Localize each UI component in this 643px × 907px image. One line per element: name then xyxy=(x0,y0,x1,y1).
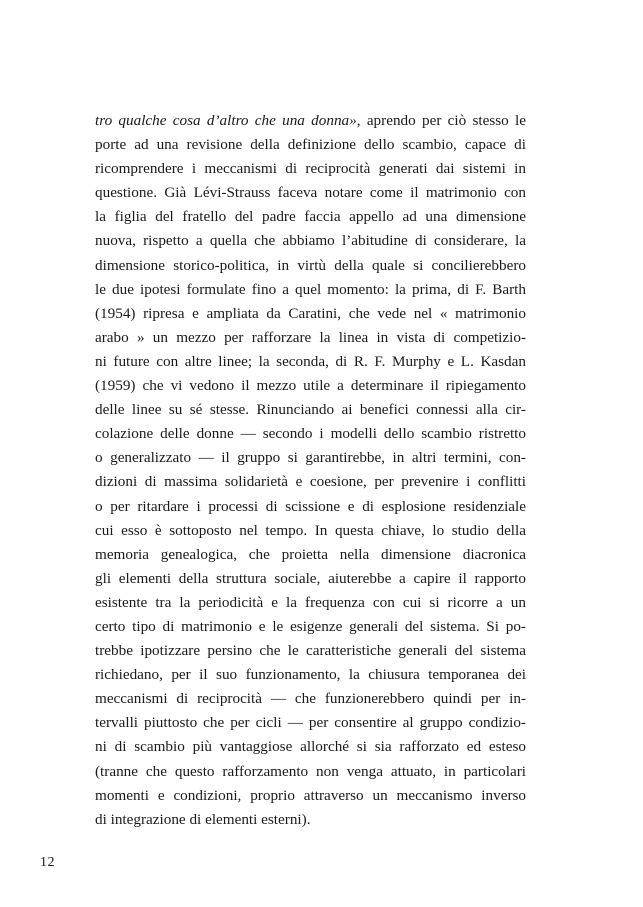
text-line: esistente tra la periodicità e la frequenza con cui si ricorre a un xyxy=(95,593,526,611)
italic-quote: tro qualche cosa d’altro che una donna» xyxy=(95,112,357,129)
text-line: o generalizzato — il gruppo si garantirebbe, in altri termini, con- xyxy=(95,449,526,467)
text-line: certo tipo di matrimonio e le esigenze generali del sistema. Si po- xyxy=(95,617,526,635)
text-line xyxy=(95,109,526,133)
text-line: ni di scambio più vantaggiose allorché si sia rafforzato ed esteso xyxy=(95,738,526,756)
text-line: ricomprendere i meccanismi di reciprocità generati dai sistemi in xyxy=(95,160,526,178)
text-line: cui esso è sottoposto nel tempo. In questa chiave, lo studio della xyxy=(95,521,526,539)
text-line: dizioni di massima solidarietà e coesione, per prevenire i conflitti xyxy=(95,473,526,491)
text-line: colazione delle donne — secondo i modelli dello scambio ristretto xyxy=(95,425,526,443)
text-line: tervalli piuttosto che per cicli — per consentire al gruppo condizio- xyxy=(95,714,526,732)
text-line: (1954) ripresa e ampliata da Caratini, che vede nel « matrimonio xyxy=(95,304,526,322)
text-line: dimensione storico-politica, in virtù della quale si concilierebbero xyxy=(95,256,526,274)
text-line: le due ipotesi formulate fino a quel momento: la prima, di F. Barth xyxy=(95,280,526,298)
text-line: memoria genealogica, che proietta nella dimensione diacronica xyxy=(95,545,526,563)
text-line: momenti e condizioni, proprio attraverso un meccanismo inverso xyxy=(95,786,526,804)
text-line-last: di integrazione di elementi esterni). xyxy=(95,810,311,828)
text-line: o per ritardare i processi di scissione e di esplosione residenziale xyxy=(95,497,526,515)
text-segment: , aprendo per ciò stesso le xyxy=(356,112,527,129)
page-number: 12 xyxy=(40,855,55,870)
text-line: nuova, rispetto a quella che abbiamo l’abitudine di considerare, la xyxy=(95,232,526,250)
text-line: trebbe ipotizzare persino che le caratteristiche generali del sistema xyxy=(95,642,526,660)
text-line: meccanismi di reciprocità — che funzionerebbero quindi per in- xyxy=(95,690,526,708)
body-text xyxy=(95,109,526,832)
text-line: delle linee su sé stesse. Rinunciando ai benefici connessi alla cir- xyxy=(95,401,526,419)
text-line: porte ad una revisione della definizione dello scambio, capace di xyxy=(95,136,526,154)
text-line: questione. Già Lévi-Strauss faceva notare come il matrimonio con xyxy=(95,184,526,202)
text-line: richiedano, per il suo funzionamento, la chiusura temporanea dei xyxy=(95,666,526,684)
text-line: gli elementi della struttura sociale, aiuterebbe a capire il rapporto xyxy=(95,569,526,587)
text-line: ni future con altre linee; la seconda, di R. F. Murphy e L. Kasdan xyxy=(95,352,526,370)
text-line: la figlia del fratello del padre faccia appello ad una dimensione xyxy=(95,208,526,226)
text-line: (1959) che vi vedono il mezzo utile a determinare il ripiegamento xyxy=(95,377,526,395)
text-line: arabo » un mezzo per rafforzare la linea in vista di competizio- xyxy=(95,328,526,346)
text-line: (tranne che questo rafforzamento non venga attuato, in particolari xyxy=(95,762,526,780)
